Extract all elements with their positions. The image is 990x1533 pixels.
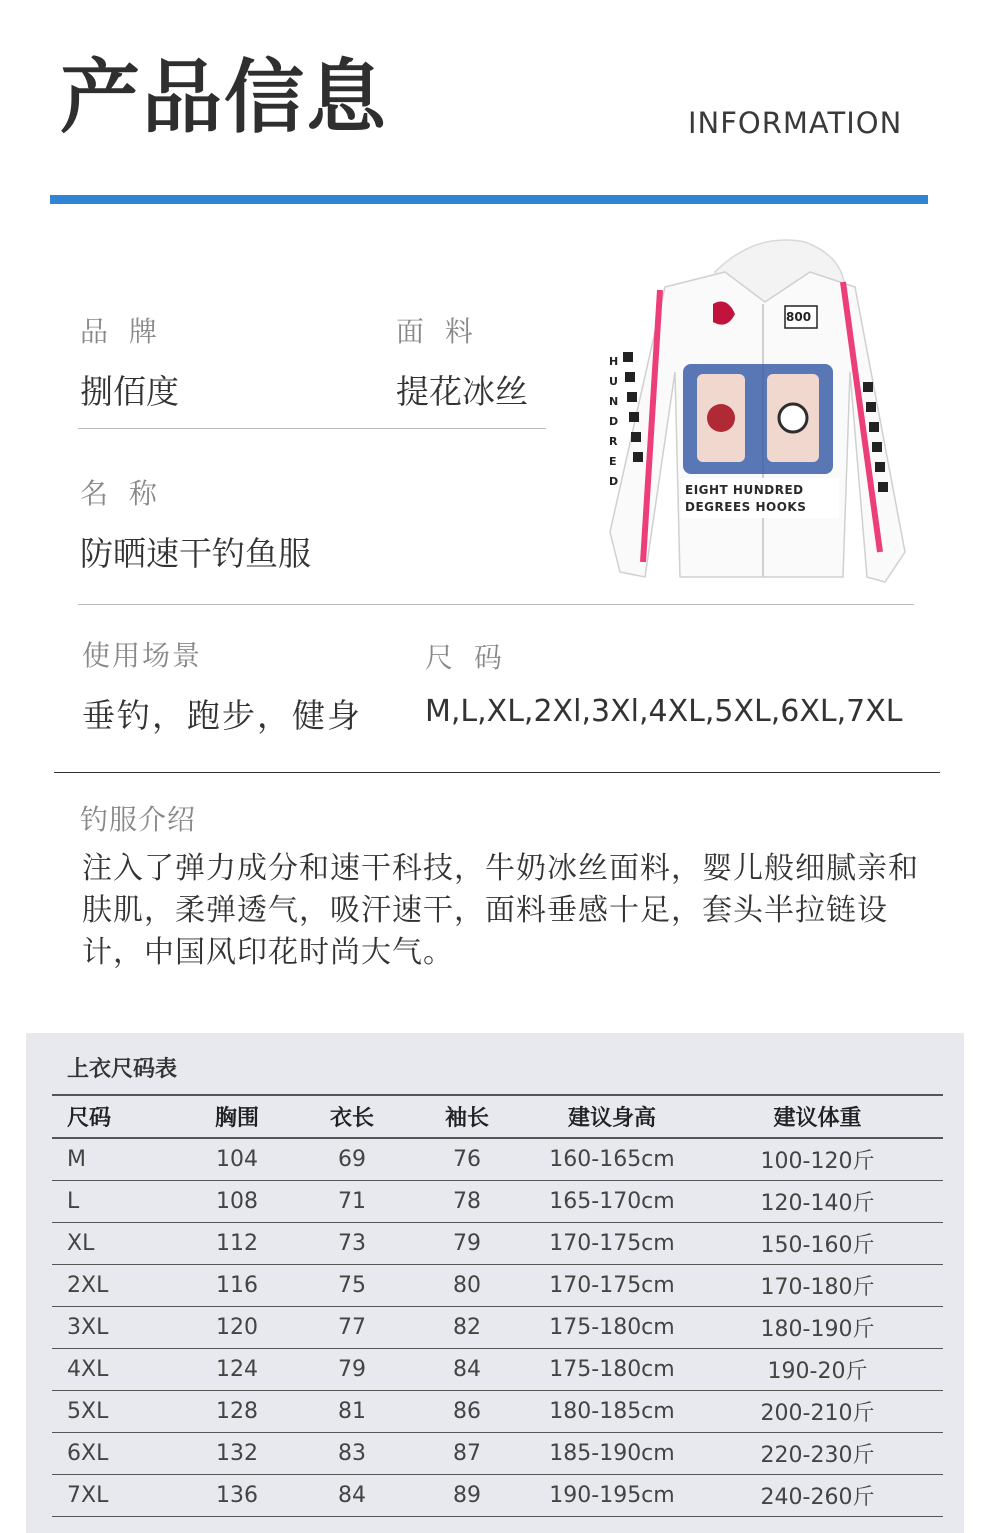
cell-height: 190-195cm	[549, 1483, 675, 1508]
table-row	[52, 1307, 943, 1349]
cell-weight: 120-140斤	[760, 1191, 875, 1216]
cell-height: 185-190cm	[549, 1441, 675, 1466]
cell-weight: 200-210斤	[760, 1401, 875, 1426]
cell-weight: 180-190斤	[760, 1317, 875, 1342]
cell-length: 73	[338, 1231, 366, 1256]
cell-sleeve: 76	[453, 1147, 481, 1172]
cell-sleeve: 80	[453, 1273, 481, 1298]
cell-height: 170-175cm	[549, 1231, 675, 1256]
cell-size: M	[67, 1147, 86, 1172]
badge-text: 800	[786, 310, 812, 324]
cell-chest: 108	[216, 1189, 258, 1214]
cell-size: 5XL	[67, 1399, 109, 1424]
cell-length: 79	[338, 1357, 366, 1382]
brand-value: 捌佰度	[80, 372, 179, 411]
sleeve-text: HUNDRED	[609, 355, 619, 488]
cell-height: 160-165cm	[549, 1147, 675, 1172]
cell-sleeve: 78	[453, 1189, 481, 1214]
table-row	[52, 1349, 943, 1391]
cell-length: 83	[338, 1441, 366, 1466]
cell-weight: 220-230斤	[760, 1443, 875, 1468]
table-header-row	[52, 1095, 943, 1138]
cell-length: 84	[338, 1483, 366, 1508]
description-label: 钓服介绍	[80, 803, 197, 836]
cell-sleeve: 84	[453, 1357, 481, 1382]
cell-weight: 100-120斤	[760, 1149, 875, 1174]
size-value: M,L,XL,2Xl,3Xl,4XL,5XL,6XL,7XL	[425, 694, 903, 729]
cell-chest: 112	[216, 1231, 258, 1256]
table-row	[52, 1475, 943, 1517]
usage-label: 使用场景	[82, 639, 203, 672]
cell-height: 175-180cm	[549, 1357, 675, 1382]
header-weight: 建议体重	[773, 1106, 862, 1131]
cell-sleeve: 86	[453, 1399, 481, 1424]
header-height: 建议身高	[567, 1106, 656, 1131]
cell-height: 180-185cm	[549, 1399, 675, 1424]
divider	[78, 604, 914, 605]
cell-length: 69	[338, 1147, 366, 1172]
fabric-label: 面 料	[396, 315, 479, 348]
cell-size: XL	[67, 1231, 95, 1256]
cell-size: 3XL	[67, 1315, 109, 1340]
cell-weight: 170-180斤	[760, 1275, 875, 1300]
header-accent-bar	[50, 195, 928, 204]
cell-weight: 240-260斤	[760, 1485, 875, 1510]
cell-chest: 120	[216, 1315, 258, 1340]
size-chart-table	[52, 1094, 943, 1517]
usage-value: 垂钓，跑步，健身	[82, 696, 362, 735]
header-length: 衣长	[329, 1106, 374, 1131]
product-image	[605, 232, 915, 592]
page-title: 产品信息	[60, 51, 388, 144]
cell-weight: 190-20斤	[767, 1359, 868, 1384]
header-chest: 胸围	[214, 1106, 259, 1131]
cell-chest: 132	[216, 1441, 258, 1466]
cell-size: L	[67, 1189, 80, 1214]
size-chart-title: 上衣尺码表	[67, 1057, 178, 1082]
header-sleeve: 袖长	[444, 1106, 489, 1131]
table-row	[52, 1433, 943, 1475]
cell-chest: 116	[216, 1273, 258, 1298]
fishing-jacket-icon	[605, 232, 915, 592]
cell-height: 170-175cm	[549, 1273, 675, 1298]
cell-size: 4XL	[67, 1357, 109, 1382]
cell-chest: 124	[216, 1357, 258, 1382]
table-row	[52, 1181, 943, 1223]
cell-sleeve: 89	[453, 1483, 481, 1508]
table-row	[52, 1391, 943, 1433]
name-value: 防晒速干钓鱼服	[80, 534, 311, 573]
name-label: 名 称	[80, 477, 163, 510]
front-text-1: EIGHT HUNDRED	[685, 483, 804, 497]
cell-sleeve: 87	[453, 1441, 481, 1466]
cell-height: 165-170cm	[549, 1189, 675, 1214]
description-text: 注入了弹力成分和速干科技，牛奶冰丝面料，婴儿般细腻亲和肤肌，柔弹透气，吸汗速干，面料垂感十足，套头半拉链设计，中国风印花时尚大气。	[82, 851, 919, 970]
cell-length: 75	[338, 1273, 366, 1298]
cell-length: 77	[338, 1315, 366, 1340]
cell-height: 175-180cm	[549, 1315, 675, 1340]
cell-length: 81	[338, 1399, 366, 1424]
table-row	[52, 1223, 943, 1265]
cell-size: 2XL	[67, 1273, 109, 1298]
cell-chest: 104	[216, 1147, 258, 1172]
front-text-2: DEGREES HOOKS	[685, 500, 807, 514]
size-label: 尺 码	[425, 641, 508, 674]
divider	[78, 428, 546, 429]
page-subtitle: INFORMATION	[688, 106, 903, 140]
cell-size: 7XL	[67, 1483, 109, 1508]
cell-chest: 136	[216, 1483, 258, 1508]
header-size: 尺码	[67, 1106, 112, 1131]
divider	[54, 772, 940, 773]
cell-chest: 128	[216, 1399, 258, 1424]
cell-size: 6XL	[67, 1441, 109, 1466]
cell-sleeve: 79	[453, 1231, 481, 1256]
cell-weight: 150-160斤	[760, 1233, 875, 1258]
brand-label: 品 牌	[80, 315, 163, 348]
table-row	[52, 1265, 943, 1307]
cell-sleeve: 82	[453, 1315, 481, 1340]
table-row	[52, 1138, 943, 1181]
cell-length: 71	[338, 1189, 366, 1214]
fabric-value: 提花冰丝	[396, 372, 528, 411]
